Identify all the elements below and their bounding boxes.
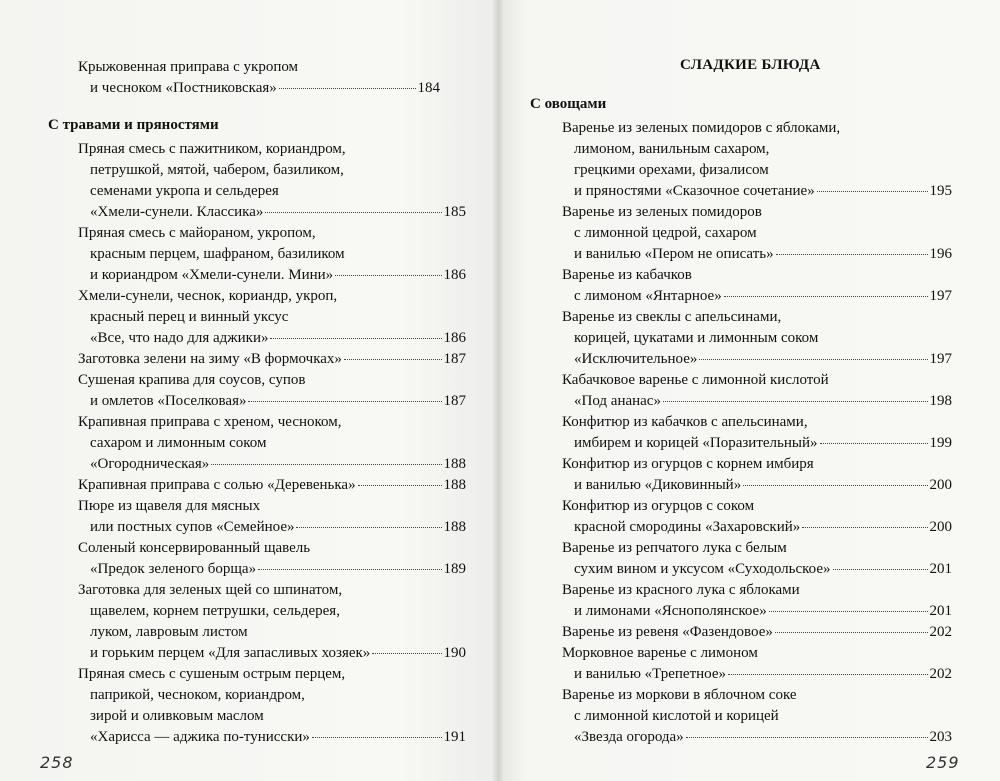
toc-entry: Конфитюр из огурцов с корнем имбиря — [562, 456, 814, 472]
toc-entry: имбирем и корицей «Поразительный» 199 — [574, 435, 952, 451]
toc-entry: «Огородническая» 188 — [90, 456, 466, 472]
page-number-left: 258 — [40, 753, 74, 772]
toc-entry: и ванилью «Трепетное» 202 — [574, 666, 952, 682]
toc-entry: с лимонной цедрой, сахаром — [574, 225, 757, 241]
toc-entry: и лимонами «Яснополянское» 201 — [574, 603, 952, 619]
toc-entry: или постных супов «Семейное» 188 — [90, 519, 466, 535]
toc-entry: «Все, что надо для аджики» 186 — [90, 330, 466, 346]
toc-entry: семенами укропа и сельдерея — [90, 183, 279, 199]
chapter-title: СЛАДКИЕ БЛЮДА — [680, 57, 821, 73]
toc-entry: лимоном, ванильным сахаром, — [574, 141, 770, 157]
toc-entry: Пюре из щавеля для мясных — [78, 498, 261, 514]
toc-entry: с лимонной кислотой и корицей — [574, 708, 779, 724]
toc-entry: Сушеная крапива для соусов, супов — [78, 372, 306, 388]
toc-entry: и омлетов «Поселковая» 187 — [90, 393, 466, 409]
toc-entry: красной смородины «Захаровский» 200 — [574, 519, 952, 535]
toc-entry: и чесноком «Постниковская» 184 — [90, 80, 440, 96]
toc-entry: щавелем, корнем петрушки, сельдерея, — [90, 603, 340, 619]
toc-entry: Варенье из зеленых помидоров с яблоками, — [562, 120, 841, 136]
toc-entry: с лимоном «Янтарное» 197 — [574, 288, 952, 304]
toc-entry: «Предок зеленого борща» 189 — [90, 561, 466, 577]
toc-entry: Варенье из зеленых помидоров — [562, 204, 762, 220]
toc-entry: Заготовка зелени на зиму «В формочках» 187 — [78, 351, 466, 367]
toc-entry: «Хмели-сунели. Классика» 185 — [90, 204, 466, 220]
toc-entry: Варенье из кабачков — [562, 267, 692, 283]
toc-entry: Пряная смесь с пажитником, кориандром, — [78, 141, 346, 157]
toc-entry: луком, лавровым листом — [90, 624, 248, 640]
toc-entry: Варенье из красного лука с яблоками — [562, 582, 800, 598]
page-number-right: 259 — [926, 753, 960, 772]
toc-entry: зирой и оливковым маслом — [90, 708, 264, 724]
toc-entry: Варенье из ревеня «Фазендовое» 202 — [562, 624, 952, 640]
toc-entry: Заготовка для зеленых щей со шпинатом, — [78, 582, 343, 598]
toc-entry: «Харисса — аджика по-тунисски» 191 — [90, 729, 466, 745]
toc-entry: Пряная смесь с майораном, укропом, — [78, 225, 316, 241]
toc-entry: Варенье из моркови в яблочном соке — [562, 687, 797, 703]
toc-entry: Варенье из репчатого лука с белым — [562, 540, 787, 556]
toc-entry: Хмели-сунели, чеснок, кориандр, укроп, — [78, 288, 338, 304]
section-heading: С овощами — [530, 96, 607, 112]
toc-entry: Крапивная приправа с хреном, чесноком, — [78, 414, 342, 430]
toc-entry: красным перцем, шафраном, базиликом — [90, 246, 345, 262]
toc-entry: Крыжовенная приправа с укропом — [78, 59, 299, 75]
toc-entry: паприкой, чесноком, кориандром, — [90, 687, 305, 703]
section-heading: С травами и пряностями — [48, 117, 219, 133]
toc-entry: Кабачковое варенье с лимонной кислотой — [562, 372, 829, 388]
toc-entry: Соленый консервированный щавель — [78, 540, 311, 556]
toc-entry: «Исключительное» 197 — [574, 351, 952, 367]
toc-entry: Пряная смесь с сушеным острым перцем, — [78, 666, 346, 682]
toc-entry: Крапивная приправа с солью «Деревенька» 188 — [78, 477, 466, 493]
book-gutter — [492, 0, 504, 781]
toc-entry: Морковное варенье с лимоном — [562, 645, 758, 661]
toc-entry: сахаром и лимонным соком — [90, 435, 267, 451]
toc-entry: петрушкой, мятой, чабером, базиликом, — [90, 162, 344, 178]
toc-entry: Конфитюр из кабачков с апельсинами, — [562, 414, 808, 430]
toc-entry: сухим вином и уксусом «Суходольское» 201 — [574, 561, 952, 577]
toc-entry: «Звезда огорода» 203 — [574, 729, 952, 745]
toc-entry: и кориандром «Хмели-сунели. Мини» 186 — [90, 267, 466, 283]
toc-entry: грецкими орехами, физалисом — [574, 162, 769, 178]
toc-entry: и ванилью «Пером не описать» 196 — [574, 246, 952, 262]
toc-entry: корицей, цукатами и лимонным соком — [574, 330, 819, 346]
toc-entry: «Под ананас» 198 — [574, 393, 952, 409]
toc-entry: и ванилью «Диковинный» 200 — [574, 477, 952, 493]
toc-entry: Конфитюр из огурцов с соком — [562, 498, 755, 514]
toc-entry: красный перец и винный уксус — [90, 309, 289, 325]
toc-entry: Варенье из свеклы с апельсинами, — [562, 309, 782, 325]
toc-entry: и горьким перцем «Для запасливых хозяек» 190 — [90, 645, 466, 661]
toc-entry: и пряностями «Сказочное сочетание» 195 — [574, 183, 952, 199]
